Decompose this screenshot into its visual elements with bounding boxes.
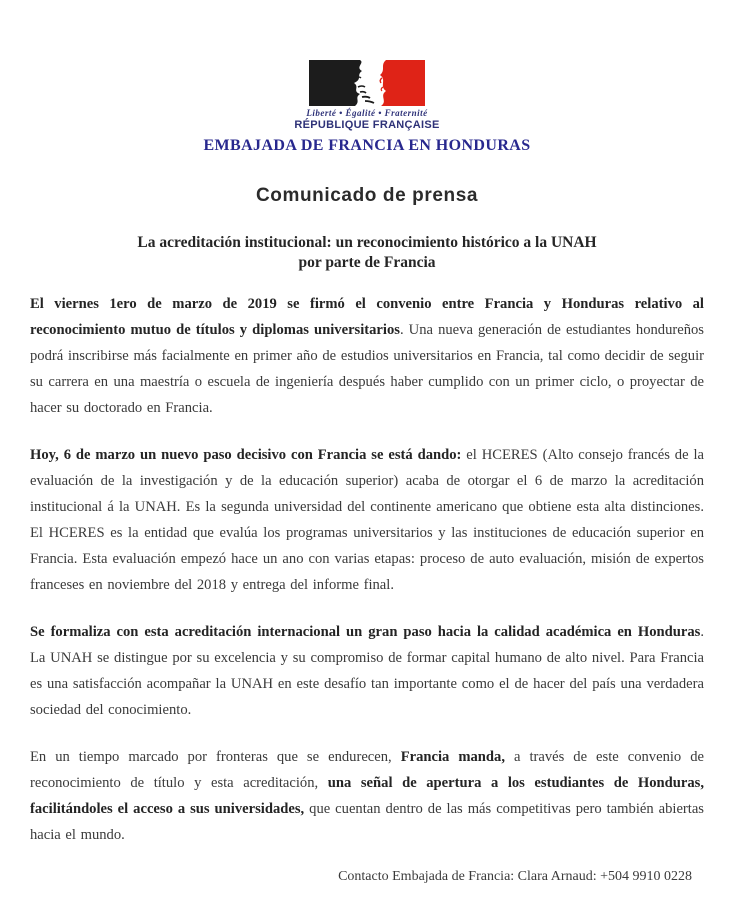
press-release-heading: Comunicado de prensa bbox=[255, 185, 479, 206]
document-title-line2: por parte de Francia bbox=[298, 254, 436, 271]
body-paragraph bbox=[30, 744, 704, 848]
embassy-name: EMBAJADA DE FRANCIA EN HONDURAS bbox=[203, 137, 531, 154]
marianne-flag-icon bbox=[309, 60, 425, 106]
paragraph-run: a través de este convenio de reconocimiento de título y esta acreditación, bbox=[30, 749, 704, 791]
paragraph-run: . La UNAH se distingue por su excelencia y su compromiso de formar capital humano de alto nivel. Para Francia es una satisfacción acompañar la UNAH en este desafío tan importante como el de hacer del país una verdadera sociedad del conocimiento. bbox=[30, 624, 704, 718]
french-government-logo bbox=[30, 60, 704, 131]
contact-line: Contacto Embajada de Francia: Clara Arnaud: +504 9910 0228 bbox=[338, 869, 692, 884]
paragraph-run-bold: El viernes 1ero de marzo de 2019 se firmó el convenio entre Francia y Honduras relativo al reconocimiento mutuo de títulos y diplomas universitarios bbox=[30, 296, 704, 338]
logo-republic-label: RÉPUBLIQUE FRANÇAISE bbox=[294, 119, 440, 131]
body bbox=[30, 291, 704, 848]
paragraph-run: En un tiempo marcado por fronteras que se endurecen, bbox=[30, 749, 401, 765]
paragraph-run: . Una nueva generación de estudiantes hondureños podrá inscribirse más facialmente en primer año de estudios universitarios en Francia, tal como decidir de seguir su carrera en una maestría o escuela de ingeniería después haber cumplido con un primer ciclo, o proyectar de hacer su doctorado en Francia. bbox=[30, 322, 704, 416]
paragraph-run-bold: Se formaliza con esta acreditación internacional un gran paso hacia la calidad académica en Honduras bbox=[30, 624, 701, 640]
paragraph-run-bold: Hoy, 6 de marzo un nuevo paso decisivo con Francia se está dando: bbox=[30, 447, 462, 463]
paragraph-run: el HCERES (Alto consejo francés de la evaluación de la investigación y de la educación superior) acaba de otorgar el 6 de marzo la acreditación institucional á la UNAH. Es la segunda universidad del continente americano que obtiene esta alta distinciones. El HCERES es la entidad que evalúa los programas universitarios y las instituciones de educación superior en Francia. Esta evaluación empezó hace un ano con varias etapas: proceso de auto evaluación, misión de expertos franceses en noviembre del 2018 y entrega del informe final. bbox=[30, 447, 705, 593]
body-paragraph bbox=[30, 291, 704, 421]
document-title bbox=[30, 233, 704, 273]
paragraph-run-bold: una señal de apertura a los estudiantes de Honduras, facilitándoles el acceso a sus universidades, bbox=[30, 775, 705, 817]
body-paragraph bbox=[30, 442, 704, 598]
body-paragraph bbox=[30, 619, 704, 723]
paragraph-run: que cuentan dentro de las más competitivas pero también abiertas hacia el mundo. bbox=[30, 801, 704, 843]
logo-motto: Liberté • Égalité • Fraternité bbox=[306, 108, 428, 118]
document-title-line1: La acreditación institucional: un reconocimiento histórico a la UNAH bbox=[137, 234, 597, 251]
paragraph-run-bold: Francia manda, bbox=[400, 749, 505, 765]
